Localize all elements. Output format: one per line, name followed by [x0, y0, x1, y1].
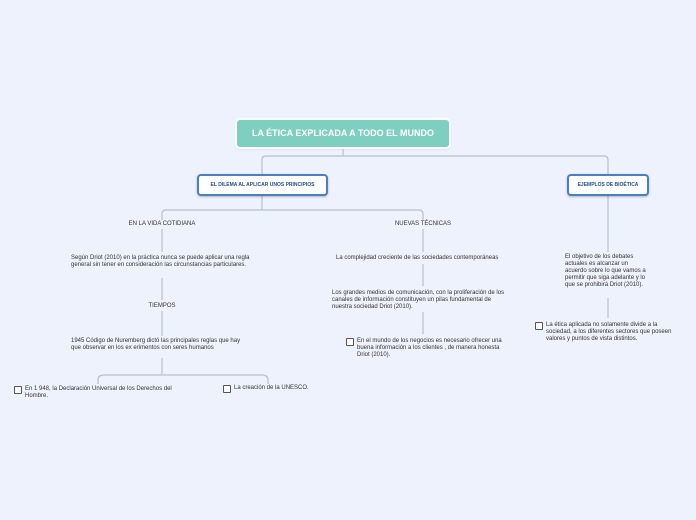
note-text: En el mundo de los negocios es necesario ofrecer una buena información a los clientes , de manera honesta Driot (2010). [357, 338, 502, 358]
text-medios-comunicacion[interactable]: Los grandes medios de comunicación, con la proliferación de los canales de información constituyen un pilas fundamental de nuestra sociedad Driot (2010). [332, 290, 505, 310]
subtopic-vida-cotidiana[interactable]: EN LA VIDA COTIDIANA [128, 221, 196, 227]
central-topic[interactable]: LA ÉTICA EXPLICADA A TODO EL MUNDO [237, 120, 449, 147]
note-icon [14, 386, 22, 394]
note-text: La creación de la UNESCO. [234, 385, 309, 391]
note-text: En 1 948, la Declaración Universal de los Derechos del Hombre. [25, 386, 172, 399]
note-icon [535, 322, 543, 330]
subtopic-nuevas-tecnicas[interactable]: NUEVAS TÉCNICAS [394, 221, 452, 227]
text-debates[interactable]: El objetivo de los debates actuales es alcanzar un acuerdo sobre lo que vamos a permitir que siga adelante y lo que se prohibirá Driot (2010). [565, 254, 646, 288]
note-derechos-hombre[interactable] [14, 386, 190, 400]
text-complejidad[interactable]: La complejidad creciente de las sociedades contemporáneas [336, 255, 499, 261]
text-nuremberg[interactable]: 1945 Código de Nuremberg dictó las principales reglas que hay que observar en los ex erimentos con seres humanos [71, 338, 241, 351]
note-unesco[interactable] [223, 385, 323, 393]
note-icon [346, 338, 354, 346]
note-icon [223, 385, 231, 393]
text-driot-vida-cotidiana[interactable]: Según Driot (2010) en la práctica nunca se puede aplicar una regla general sin tener en consideración las circunstancias particulares. [71, 255, 250, 268]
subtopic-tiempos[interactable]: TIEMPOS [148, 303, 176, 309]
note-negocios[interactable] [346, 338, 506, 359]
note-etica-aplicada[interactable] [535, 322, 683, 343]
topic-ejemplos-bioetica[interactable]: EJEMPLOS DE BIOÉTICA [567, 174, 649, 196]
note-text: La ética aplicada no solamente divide a la sociedad, a los diferentes sectores que poseen valores y puntos de vista distintos. [546, 322, 672, 342]
topic-dilema[interactable]: EL DILEMA AL APLICAR UNOS PRINCIPIOS [197, 174, 328, 196]
